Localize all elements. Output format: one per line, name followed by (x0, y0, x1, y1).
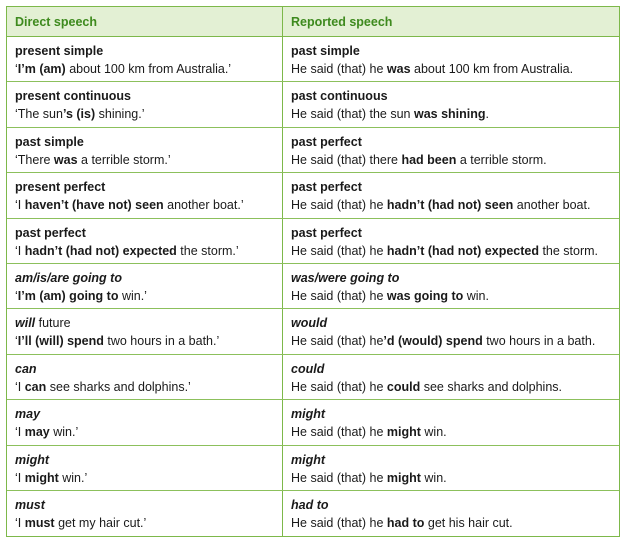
reported-cell (283, 128, 619, 172)
example-sentence: He said (that) the sun was shining. (291, 107, 490, 122)
reported-cell (283, 37, 619, 81)
direct-cell (7, 309, 283, 353)
tense-label: would (291, 316, 328, 331)
example-sentence: ‘I must get my hair cut.’ (15, 515, 147, 530)
reported-cell (283, 173, 619, 217)
example-sentence: He said (that) there had been a terrible storm. (291, 152, 547, 167)
example-sentence: He said (that) he was going to win. (291, 288, 489, 303)
example-sentence: ‘I haven’t (have not) seen another boat.’ (15, 198, 244, 213)
direct-cell (7, 128, 283, 172)
tense-label: present simple (15, 44, 104, 58)
tense-label: could (291, 361, 325, 376)
table-row (7, 309, 619, 354)
example-sentence: He said (that) he could see sharks and dolphins. (291, 379, 562, 394)
example-sentence: He said (that) he hadn’t (had not) seen another boat. (291, 198, 591, 213)
table-row (7, 219, 619, 264)
header-reported-speech: Reported speech (291, 14, 393, 29)
table-row (7, 82, 619, 127)
table-header (7, 7, 619, 37)
table-row (7, 37, 619, 82)
table-row (7, 446, 619, 491)
table-row (7, 128, 619, 173)
reported-cell (283, 491, 619, 536)
reported-cell (283, 82, 619, 126)
example-sentence: ‘I can see sharks and dolphins.’ (15, 379, 191, 394)
table-row (7, 355, 619, 400)
tense-label: will future (15, 316, 71, 331)
direct-cell (7, 219, 283, 263)
example-sentence: ‘I’ll (will) spend two hours in a bath.’ (15, 334, 220, 349)
tense-label: may (15, 407, 41, 422)
tense-label: must (15, 497, 45, 512)
table-row (7, 491, 619, 536)
tense-label: can (15, 361, 37, 376)
example-sentence: ‘I hadn’t (had not) expected the storm.’ (15, 243, 239, 258)
header-direct-speech: Direct speech (7, 7, 283, 36)
example-sentence: ‘I may win.’ (15, 425, 79, 440)
tense-label: might (291, 452, 326, 467)
tense-label: past perfect (291, 180, 362, 195)
example-sentence: He said (that) he might win. (291, 470, 447, 485)
example-sentence: ‘There was a terrible storm.’ (15, 152, 171, 167)
tense-label: past simple (15, 134, 84, 149)
table-row (7, 400, 619, 445)
tense-label: past continuous (291, 89, 388, 104)
tense-label: was/were going to (291, 270, 400, 285)
tense-label: present perfect (15, 180, 106, 195)
example-sentence: ‘The sun’s (is) shining.’ (15, 107, 145, 122)
direct-cell (7, 82, 283, 126)
table-body (7, 37, 619, 536)
reported-cell (283, 309, 619, 353)
direct-cell (7, 173, 283, 217)
direct-cell (7, 37, 283, 81)
table-row (7, 173, 619, 218)
example-sentence: ‘I’m (am) going to win.’ (15, 288, 147, 303)
example-sentence: ‘I might win.’ (15, 470, 88, 485)
direct-cell (7, 400, 283, 444)
tense-label: past perfect (291, 225, 362, 240)
reported-cell (283, 264, 619, 308)
tense-label: past perfect (291, 134, 362, 149)
reported-cell (283, 219, 619, 263)
direct-cell (7, 264, 283, 308)
example-sentence: ‘I’m (am) about 100 km from Australia.’ (15, 62, 232, 76)
tense-label: might (291, 407, 326, 422)
reported-cell (283, 400, 619, 444)
tense-label: past simple (291, 44, 360, 58)
reported-cell (283, 446, 619, 490)
example-sentence: He said (that) he might win. (291, 425, 447, 440)
table-row (7, 264, 619, 309)
example-sentence: He said (that) he’d (would) spend two hours in a bath. (291, 334, 596, 349)
example-sentence: He said (that) he was about 100 km from Australia. (291, 62, 574, 76)
tense-label: had to (291, 497, 329, 512)
tense-label: might (15, 452, 50, 467)
example-sentence: He said (that) he hadn’t (had not) expected the storm. (291, 243, 599, 258)
tense-label: past perfect (15, 225, 86, 240)
tense-label: present continuous (15, 89, 131, 104)
tense-label: am/is/are going to (15, 270, 122, 285)
example-sentence: He said (that) he had to get his hair cut. (291, 515, 513, 530)
direct-cell (7, 446, 283, 490)
direct-cell (7, 355, 283, 399)
reported-cell (283, 355, 619, 399)
direct-cell (7, 491, 283, 536)
reported-speech-table (6, 6, 620, 537)
